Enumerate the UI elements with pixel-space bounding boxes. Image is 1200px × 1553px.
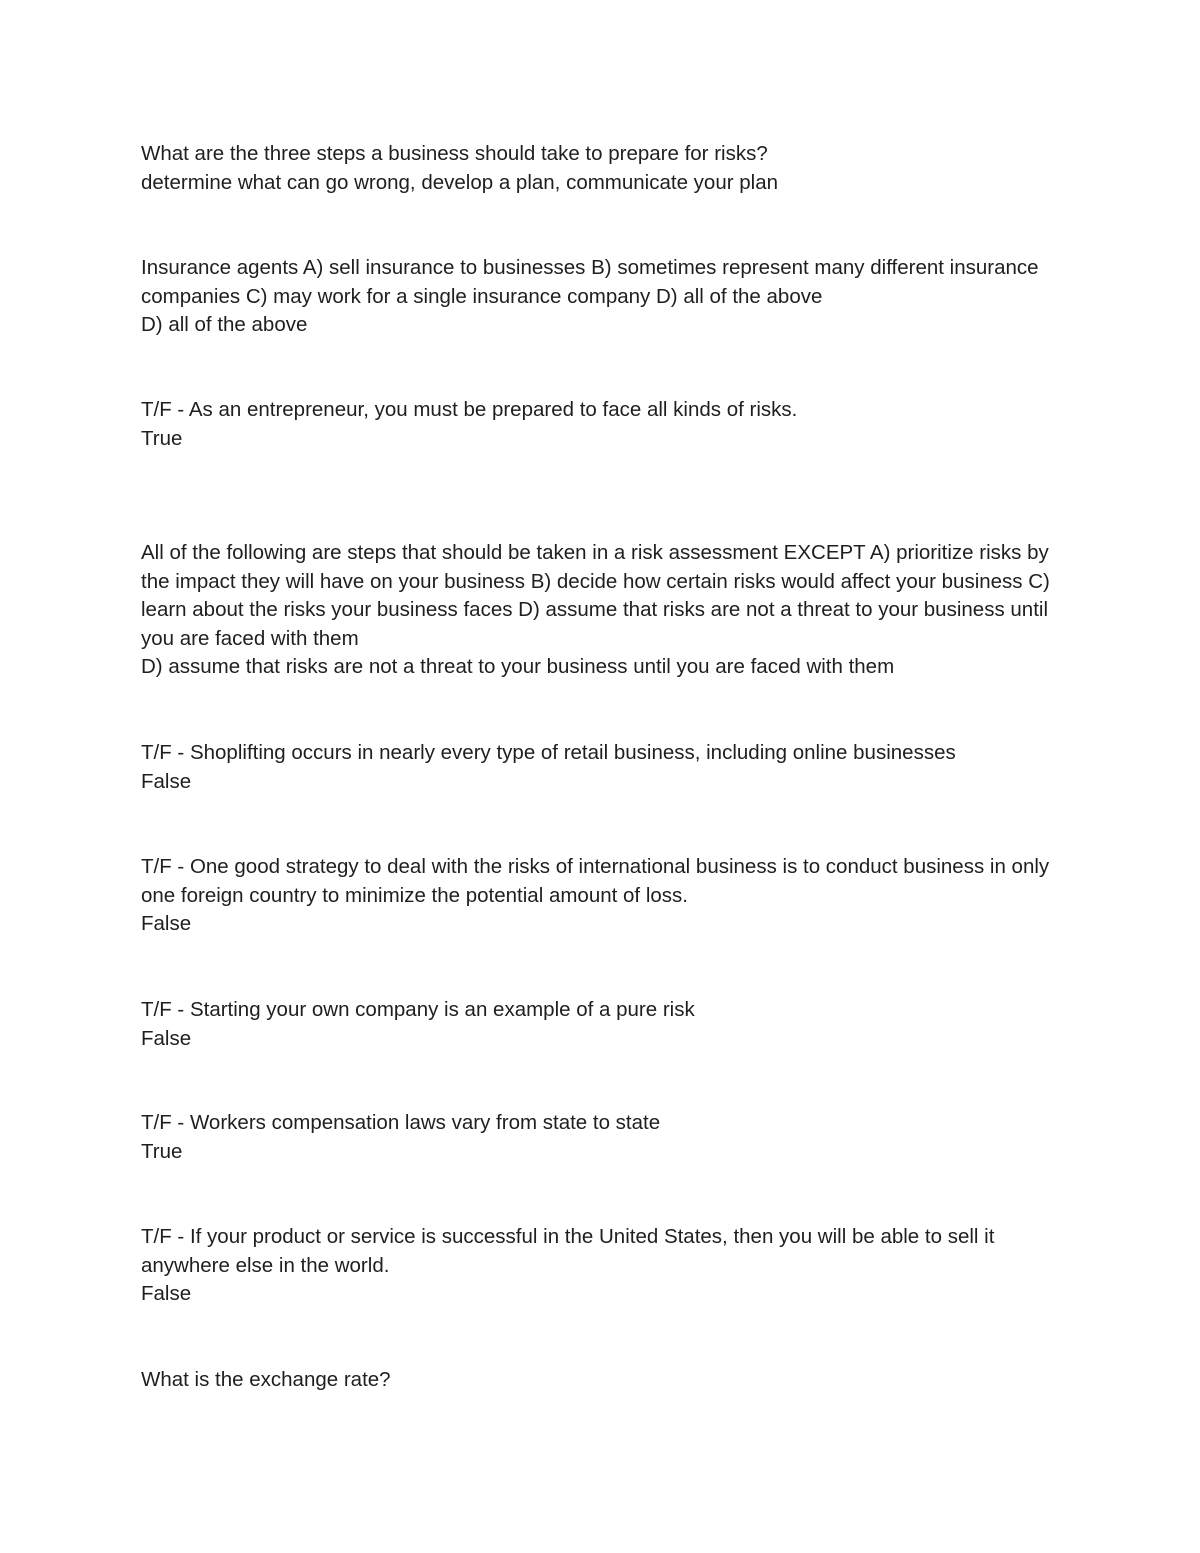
answer-text: False <box>141 912 192 936</box>
qa-item-7 <box>141 996 1071 1053</box>
qa-item-1 <box>141 140 1071 197</box>
qa-item-10 <box>141 1366 1071 1395</box>
question-text: T/F - If your product or service is successful in the United States, then you will be able to sell it anywhere else in the world. <box>141 1225 995 1277</box>
answer-text: determine what can go wrong, develop a plan, communicate your plan <box>141 170 779 194</box>
qa-item-8 <box>141 1109 1071 1166</box>
question-text: T/F - Starting your own company is an example of a pure risk <box>141 998 695 1021</box>
qa-item-5 <box>141 739 1071 796</box>
answer-text: False <box>141 1282 192 1306</box>
question-text: T/F - Workers compensation laws vary from state to state <box>141 1111 661 1134</box>
question-text: What is the exchange rate? <box>141 1368 391 1391</box>
qa-item-6 <box>141 853 1071 939</box>
question-text: What are the three steps a business should take to prepare for risks? <box>141 142 768 165</box>
answer-text: False <box>141 1026 192 1050</box>
answer-text: False <box>141 769 192 793</box>
answer-text: D) assume that risks are not a threat to your business until you are faced with them <box>141 655 895 679</box>
answer-text: D) all of the above <box>141 313 308 337</box>
qa-item-9 <box>141 1223 1071 1309</box>
answer-text: True <box>141 426 183 450</box>
question-text: Insurance agents A) sell insurance to businesses B) sometimes represent many different insurance companies C) may work for a single insurance company D) all of the above <box>141 256 1039 308</box>
question-text: All of the following are steps that should be taken in a risk assessment EXCEPT A) prioritize risks by the impact they will have on your business B) decide how certain risks would affect your business C) learn about the risks your business faces D) assume that risks are not a threat to your business until you are faced with them <box>141 541 1050 650</box>
question-text: T/F - Shoplifting occurs in nearly every type of retail business, including online businesses <box>141 741 956 764</box>
question-text: T/F - As an entrepreneur, you must be prepared to face all kinds of risks. <box>141 398 798 421</box>
qa-item-3 <box>141 396 1071 453</box>
answer-text: True <box>141 1139 183 1163</box>
qa-item-2 <box>141 254 1071 340</box>
qa-item-4 <box>141 539 1071 682</box>
question-text: T/F - One good strategy to deal with the risks of international business is to conduct business in only one foreign country to minimize the potential amount of loss. <box>141 855 1050 907</box>
